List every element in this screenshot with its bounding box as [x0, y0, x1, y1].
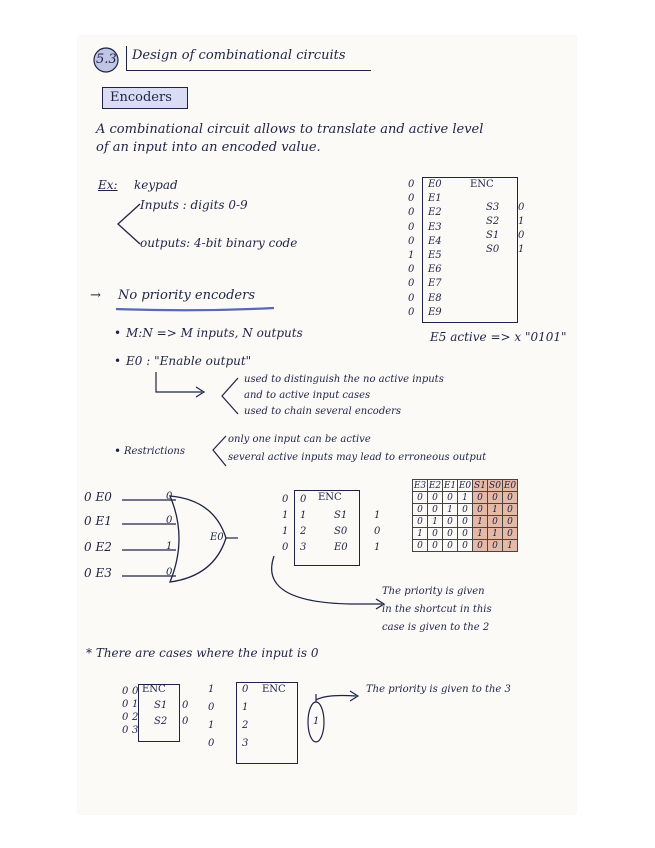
truth-table-cell: 0: [503, 528, 518, 540]
encoder-input-label: E5: [428, 250, 442, 261]
encoder-input-value: 0: [408, 278, 415, 290]
encoder2-output-value: 0: [374, 526, 381, 537]
encoder4-input-label: 2: [242, 720, 249, 731]
truth-table-cell: 0: [428, 540, 443, 552]
truth-table-header: E3: [413, 480, 427, 491]
encoder3-input-label: 3: [132, 725, 139, 736]
truth-table-row: [413, 516, 518, 528]
truth-table-cell: 0: [443, 516, 458, 528]
or-gate-tap-value: 0: [166, 567, 173, 578]
priority-note-2: in the shortcut in this: [382, 604, 492, 615]
encoders-heading: Encoders: [110, 90, 172, 105]
truth-table-cell: 1: [488, 504, 503, 516]
encoder4-input-label: 1: [242, 702, 249, 713]
truth-table-header: E0: [458, 480, 472, 491]
encoder-input-value: 0: [408, 207, 415, 219]
restrictions-bracket: [210, 434, 230, 468]
encoder-input-label: E1: [428, 193, 442, 205]
encoder-output-label: S3: [486, 202, 500, 213]
truth-table-cell: 0: [503, 492, 518, 504]
uses-arrow: [154, 372, 214, 398]
encoder-input-value: 0: [408, 193, 415, 205]
keypad-encoder-title: ENC: [470, 179, 494, 190]
encoder4-output: 1: [313, 716, 320, 727]
encoder4-input-label: 0: [242, 684, 249, 695]
truth-table-cell: 1: [503, 540, 518, 552]
truth-table-cell: 1: [473, 516, 488, 528]
encoder-input-value: 0: [408, 264, 415, 276]
truth-table-cell: 0: [428, 528, 443, 540]
truth-table-row: [413, 540, 518, 552]
truth-table-cell: 0: [473, 540, 488, 552]
encoder3-output-value: 0: [182, 700, 189, 711]
priority-curve-arrow: [264, 554, 394, 610]
use-line-1: used to distinguish the no active inputs: [244, 374, 444, 385]
truth-table-cell: 1: [488, 528, 503, 540]
encoder-output-label: S2: [486, 216, 500, 227]
encoder2-input-value: 1: [282, 510, 289, 521]
encoder-input-label: E3: [428, 221, 442, 233]
encoder3-input-value: 0: [122, 686, 129, 697]
encoder-input-label: E6: [428, 264, 442, 276]
truth-table-cell: 0: [443, 492, 458, 504]
encoder2-output-label: S1: [334, 510, 348, 521]
truth-table-cell: 1: [458, 492, 473, 504]
truth-table-cell: 0: [428, 492, 443, 504]
encoder-output-value: 1: [518, 244, 525, 255]
encoder-input-value: 0: [408, 306, 415, 318]
example-name: keypad: [134, 178, 178, 192]
encoder-input-label: E4: [428, 235, 442, 247]
example-label: Ex:: [98, 178, 118, 192]
example-outputs: outputs: 4-bit binary code: [140, 236, 298, 250]
truth-table-cell: 0: [458, 540, 473, 552]
truth-table-cell: 0: [473, 504, 488, 516]
example-bracket: [114, 202, 144, 248]
encoder-input-value: 0: [408, 292, 415, 304]
truth-table-cell: 0: [488, 492, 503, 504]
truth-table-cell: 1: [413, 528, 428, 540]
encoder4-input-value: 0: [208, 738, 215, 749]
bullet-enable: E0 : "Enable output": [126, 354, 252, 368]
encoder-output-value: 0: [518, 230, 525, 241]
keypad-encoder-caption: E5 active => x "0101": [430, 330, 567, 344]
encoder-output-value: 0: [518, 202, 525, 213]
priority-arrow-2: [316, 690, 366, 710]
encoder3-input-label: 1: [132, 699, 139, 710]
truth-table-row: [413, 504, 518, 516]
or-gate-input-label: 0 E2: [84, 540, 112, 554]
encoder-input-label: E2: [428, 207, 442, 219]
encoder2-output-value: 1: [374, 542, 381, 553]
truth-table-cell: 0: [458, 504, 473, 516]
truth-table-cell: 0: [488, 540, 503, 552]
notebook-page: [78, 36, 576, 814]
encoder3-output-label: S2: [154, 716, 168, 727]
encoder-input-value: 1: [408, 250, 415, 261]
encoder3-output-label: S1: [154, 700, 168, 711]
truth-table-cell: 0: [488, 516, 503, 528]
encoder2-title: ENC: [318, 492, 342, 503]
encoder2-input-label: 0: [300, 494, 307, 505]
encoder2-output-label: S0: [334, 526, 348, 537]
encoder-output-label: S1: [486, 230, 500, 241]
bullet-mn: M:N => M inputs, N outputs: [126, 326, 303, 340]
truth-table-cell: 1: [473, 528, 488, 540]
truth-table-header: E0: [503, 480, 517, 491]
truth-table-cell: 0: [413, 504, 428, 516]
restrictions-label: Restrictions: [124, 446, 185, 457]
encoder-input-label: E0: [428, 179, 442, 190]
heading-underline: [116, 306, 276, 314]
truth-table-row: [413, 492, 518, 504]
encoder2-input-value: 0: [282, 494, 289, 505]
encoder-input-value: 0: [408, 179, 415, 190]
encoder-input-value: 0: [408, 235, 415, 247]
truth-table-cell: 0: [413, 516, 428, 528]
or-gate-input-label: 0 E3: [84, 566, 112, 580]
bullet-icon: •: [114, 354, 122, 368]
use-line-2: and to active input cases: [244, 390, 371, 401]
restriction-2: several active inputs may lead to erroneous output: [228, 452, 487, 463]
encoder2-input-value: 0: [282, 542, 289, 553]
truth-table-header: S1: [474, 480, 486, 491]
intro-line-1: A combinational circuit allows to translate and active level: [96, 122, 484, 137]
uses-bracket: [218, 376, 242, 416]
section-title: Design of combinational circuits: [132, 48, 346, 63]
encoder2-output-label: E0: [334, 542, 348, 553]
restriction-1: only one input can be active: [228, 434, 371, 445]
encoder-input-value: 0: [408, 221, 415, 233]
encoder2-input-value: 1: [282, 526, 289, 537]
encoder4-input-value: 1: [208, 684, 215, 695]
truth-table-cell: 1: [443, 504, 458, 516]
or-gate-tap-value: 0: [166, 491, 173, 502]
encoder-output-label: S0: [486, 244, 500, 255]
encoder4-title: ENC: [262, 684, 286, 695]
encoder2-input-label: 2: [300, 526, 307, 537]
encoder3-input-value: 0: [122, 699, 129, 710]
encoder3-input-value: 0: [122, 712, 129, 723]
intro-line-2: of an input into an encoded value.: [96, 140, 321, 155]
truth-table-cell: 0: [473, 492, 488, 504]
encoder3-input-label: 2: [132, 712, 139, 723]
encoder3-input-value: 0: [122, 725, 129, 736]
truth-table-header: E2: [428, 480, 442, 491]
zero-note: * There are cases where the input is 0: [86, 646, 319, 660]
bullet-icon: •: [114, 444, 122, 458]
encoder3-title: ENC: [142, 684, 166, 695]
truth-table-cell: 0: [503, 516, 518, 528]
truth-table-cell: 1: [428, 516, 443, 528]
encoder2-input-label: 1: [300, 510, 307, 521]
or-gate-input-label: 0 E0: [84, 490, 112, 504]
encoder-output-value: 1: [518, 216, 525, 227]
encoder2-output-value: 1: [374, 510, 381, 521]
truth-table-cell: 0: [443, 540, 458, 552]
or-gate-input-label: 0 E1: [84, 514, 112, 528]
truth-table-row: [413, 528, 518, 540]
or-gate-tap-value: 1: [166, 541, 173, 552]
use-line-3: used to chain several encoders: [244, 406, 402, 417]
truth-table-cell: 0: [428, 504, 443, 516]
or-gate-tap-value: 0: [166, 515, 173, 526]
or-output-label: E0: [210, 532, 224, 543]
encoder4-input-label: 3: [242, 738, 249, 749]
encoder4-input-value: 0: [208, 702, 215, 713]
encoder-input-label: E7: [428, 278, 442, 290]
truth-table: [412, 479, 518, 552]
truth-table-cell: 0: [503, 504, 518, 516]
priority-note-1: The priority is given: [382, 586, 485, 597]
truth-table-cell: 0: [413, 492, 428, 504]
section-number: 5.3: [96, 52, 117, 67]
encoder2-input-label: 3: [300, 542, 307, 553]
truth-table-cell: 0: [443, 528, 458, 540]
arrow-icon: →: [90, 288, 101, 303]
encoder3-input-label: 0: [132, 686, 139, 697]
priority-note-3: case is given to the 2: [382, 622, 490, 633]
truth-table-cell: 0: [458, 516, 473, 528]
truth-table-header: E1: [443, 480, 457, 491]
encoder3-output-value: 0: [182, 716, 189, 727]
truth-table-header: S0: [489, 480, 501, 491]
truth-table-header-row: [413, 480, 518, 492]
encoder4-input-value: 1: [208, 720, 215, 731]
truth-table-cell: 0: [458, 528, 473, 540]
encoder-input-label: E8: [428, 292, 442, 304]
bullet-icon: •: [114, 326, 122, 340]
no-priority-heading: No priority encoders: [118, 288, 256, 303]
truth-table-cell: 0: [413, 540, 428, 552]
encoder-input-label: E9: [428, 306, 442, 318]
example-inputs: Inputs : digits 0-9: [140, 198, 248, 212]
priority-note-2-text: The priority is given to the 3: [366, 684, 511, 695]
